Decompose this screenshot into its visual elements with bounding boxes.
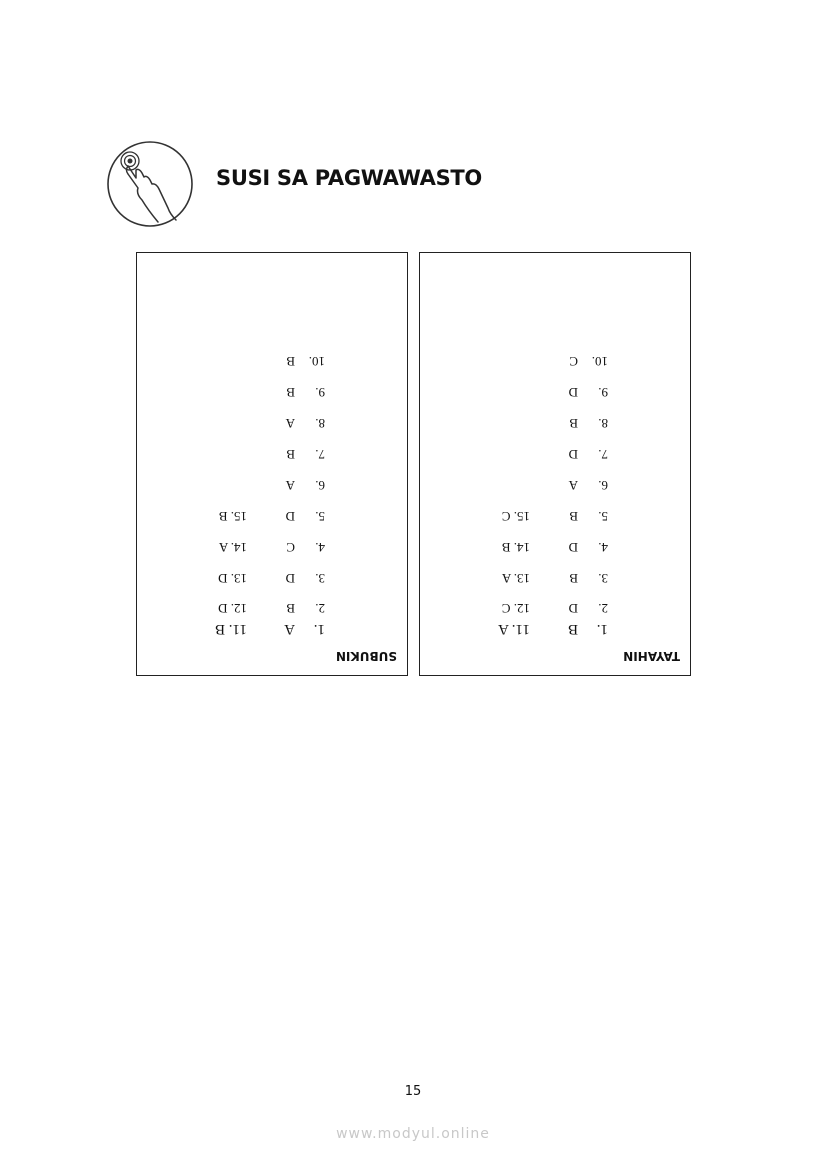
item-answer: B [215,621,226,637]
subukin-answer-item [286,600,325,616]
subukin-answer-item [284,620,325,637]
item-answer: C [286,540,295,555]
item-number: 2. [598,601,608,616]
item-number: 6. [315,478,325,493]
item-number: 13. [227,571,247,586]
item-number: 10. [308,354,325,369]
item-answer: B [569,509,578,524]
tayahin-answer-item [569,508,608,524]
tayahin-answer-item [502,570,530,586]
item-number: 3. [598,571,608,586]
tayahin-title: TAYAHIN [623,649,680,663]
tayahin-answer-box [419,252,691,676]
item-answer: D [568,540,578,555]
item-answer: A [285,478,295,493]
item-number: 13. [511,571,530,586]
subukin-title: SUBUKIN [335,649,397,663]
item-number: 5. [598,509,608,524]
item-number: 4. [315,540,325,555]
item-answer: B [286,447,295,462]
item-number: 6. [598,478,608,493]
item-answer: D [285,509,295,524]
subukin-answer-item [218,600,247,616]
item-answer: A [568,478,578,493]
item-number: 7. [598,447,608,462]
item-answer: B [569,571,578,586]
subukin-answer-item [286,508,325,524]
item-number: 12. [227,601,247,616]
item-answer: D [218,571,228,586]
item-number: 10. [591,354,608,369]
item-answer: D [568,385,578,400]
item-number: 8. [598,416,608,431]
page-number: 15 [404,1084,422,1099]
item-number: 4. [598,540,608,555]
item-answer: B [286,385,295,400]
item-answer: B [567,621,578,637]
item-answer: B [501,540,511,555]
item-answer: B [569,416,578,431]
item-number: 9. [598,385,608,400]
tayahin-answer-item [569,415,608,431]
item-number: 1. [313,621,325,637]
tayahin-answer-item [569,446,608,462]
item-number: 11. [225,621,247,637]
subukin-answer-item [219,508,247,524]
item-answer: C [501,601,511,616]
subukin-answer-item [286,446,325,462]
subukin-answer-item [286,353,325,369]
item-number: 1. [596,621,608,637]
tayahin-answer-item [568,620,608,637]
item-answer: D [568,601,578,616]
item-answer: C [569,354,578,369]
subukin-answer-box [136,252,408,676]
item-number: 14. [228,540,247,555]
item-number: 15. [510,509,530,524]
item-answer: A [285,416,295,431]
subukin-answer-item [286,570,325,586]
item-number: 11. [508,621,530,637]
tayahin-answer-item [569,570,608,586]
tayahin-answer-item [502,539,530,555]
item-number: 14. [510,540,530,555]
item-answer: D [218,601,228,616]
tayahin-answer-item [502,508,530,524]
item-answer: B [286,354,295,369]
tayahin-answer-item [569,600,608,616]
item-answer: A [501,571,512,586]
subukin-answer-item [218,570,247,586]
subukin-answer-item [286,477,325,493]
item-number: 3. [315,571,325,586]
item-number: 8. [315,416,325,431]
page-title: SUSI SA PAGWAWASTO [216,166,482,190]
item-number: 12. [510,601,530,616]
tayahin-answer-item [498,620,530,637]
item-answer: A [498,621,509,637]
subukin-answer-item [286,539,325,555]
tayahin-answer-item [569,353,608,369]
tayahin-answer-item [502,600,530,616]
item-answer: B [286,601,295,616]
subukin-answer-item [286,384,325,400]
tayahin-answer-item [569,477,608,493]
item-number: 9. [315,385,325,400]
item-number: 2. [315,601,325,616]
item-number: 15. [227,509,247,524]
item-answer: D [568,447,578,462]
subukin-answer-item [215,620,247,637]
item-answer: A [218,540,229,555]
item-answer: D [285,571,295,586]
hand-pointer-icon [106,140,194,228]
item-number: 7. [315,447,325,462]
item-number: 5. [315,509,325,524]
subukin-answer-item [286,415,325,431]
item-answer: B [218,509,228,524]
subukin-answer-item [219,539,247,555]
item-answer: A [284,621,295,637]
watermark: www.modyul.online [336,1126,490,1142]
tayahin-answer-item [569,384,608,400]
tayahin-answer-item [569,539,608,555]
item-answer: C [501,509,511,524]
